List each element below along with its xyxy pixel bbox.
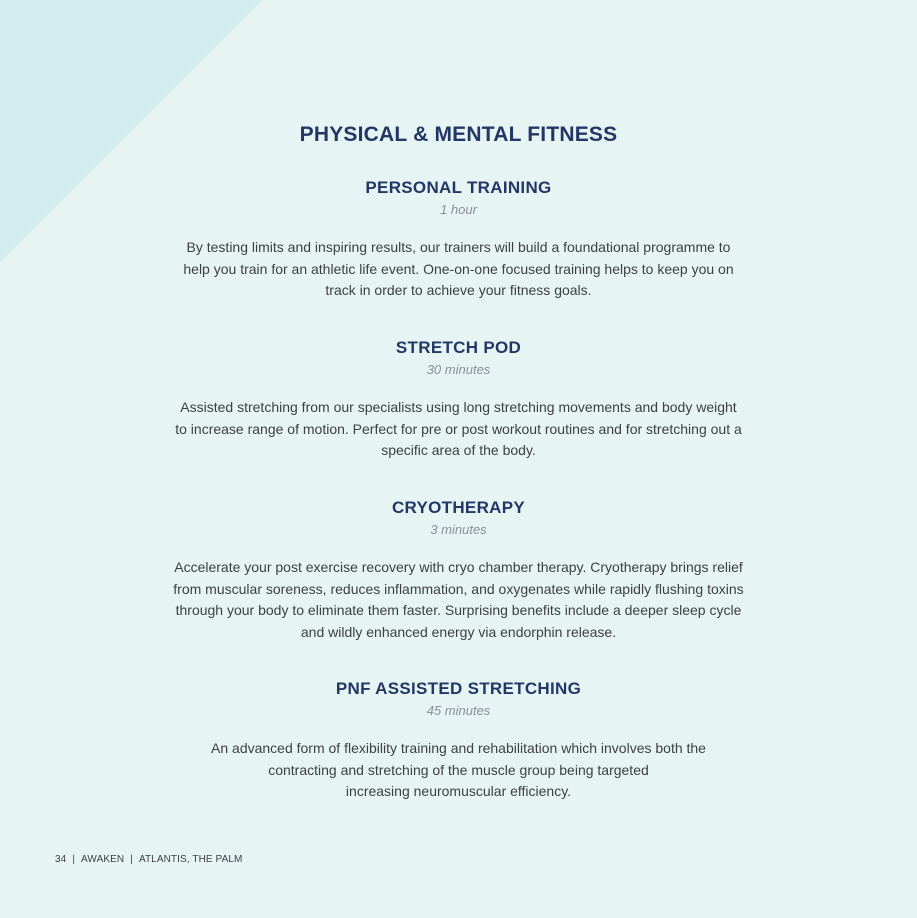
service-description: By testing limits and inspiring results, our trainers will build a foundational programme to help you train for an athletic life event. One-on-one focused training helps to keep you on track in order to achieve your fitness goals. bbox=[183, 239, 734, 299]
page-title: PHYSICAL & MENTAL FITNESS bbox=[299, 123, 618, 146]
footer-separator: | bbox=[130, 854, 133, 865]
service-pnf-assisted-stretching bbox=[0, 678, 917, 803]
service-duration: 3 minutes bbox=[430, 522, 487, 537]
service-description: An advanced form of flexibility training and rehabilitation which involves both the contracting and stretching of the muscle group being targeted increasing neuromuscular efficiency. bbox=[211, 740, 706, 800]
service-cryotherapy bbox=[0, 497, 917, 644]
service-name: CRYOTHERAPY bbox=[391, 498, 526, 517]
page-number: 34 bbox=[55, 854, 67, 865]
service-personal-training bbox=[0, 177, 917, 302]
footer-brand: ATLANTIS, THE PALM bbox=[138, 854, 243, 865]
footer-section: AWAKEN bbox=[81, 854, 125, 865]
service-name: PERSONAL TRAINING bbox=[365, 178, 552, 197]
service-duration: 1 hour bbox=[440, 202, 477, 217]
page-footer bbox=[55, 854, 242, 865]
service-stretch-pod bbox=[0, 337, 917, 462]
service-name: PNF ASSISTED STRETCHING bbox=[335, 679, 582, 698]
service-description: Accelerate your post exercise recovery with cryo chamber therapy. Cryotherapy brings relief from muscular soreness, reduces inflammation, and oxygenates while rapidly flushing toxins through your body to eliminate them faster. Surprising benefits include a deeper sleep cycle and wildly enhanced energy via endorphin release. bbox=[173, 559, 744, 641]
service-duration: 30 minutes bbox=[426, 362, 491, 377]
service-description: Assisted stretching from our specialists using long stretching movements and body weight to increase range of motion. Perfect for pre or post workout routines and for stretching out a specific area of the body. bbox=[175, 399, 742, 459]
service-duration: 45 minutes bbox=[426, 703, 491, 718]
footer-separator: | bbox=[72, 854, 76, 865]
service-name: STRETCH POD bbox=[395, 338, 522, 357]
